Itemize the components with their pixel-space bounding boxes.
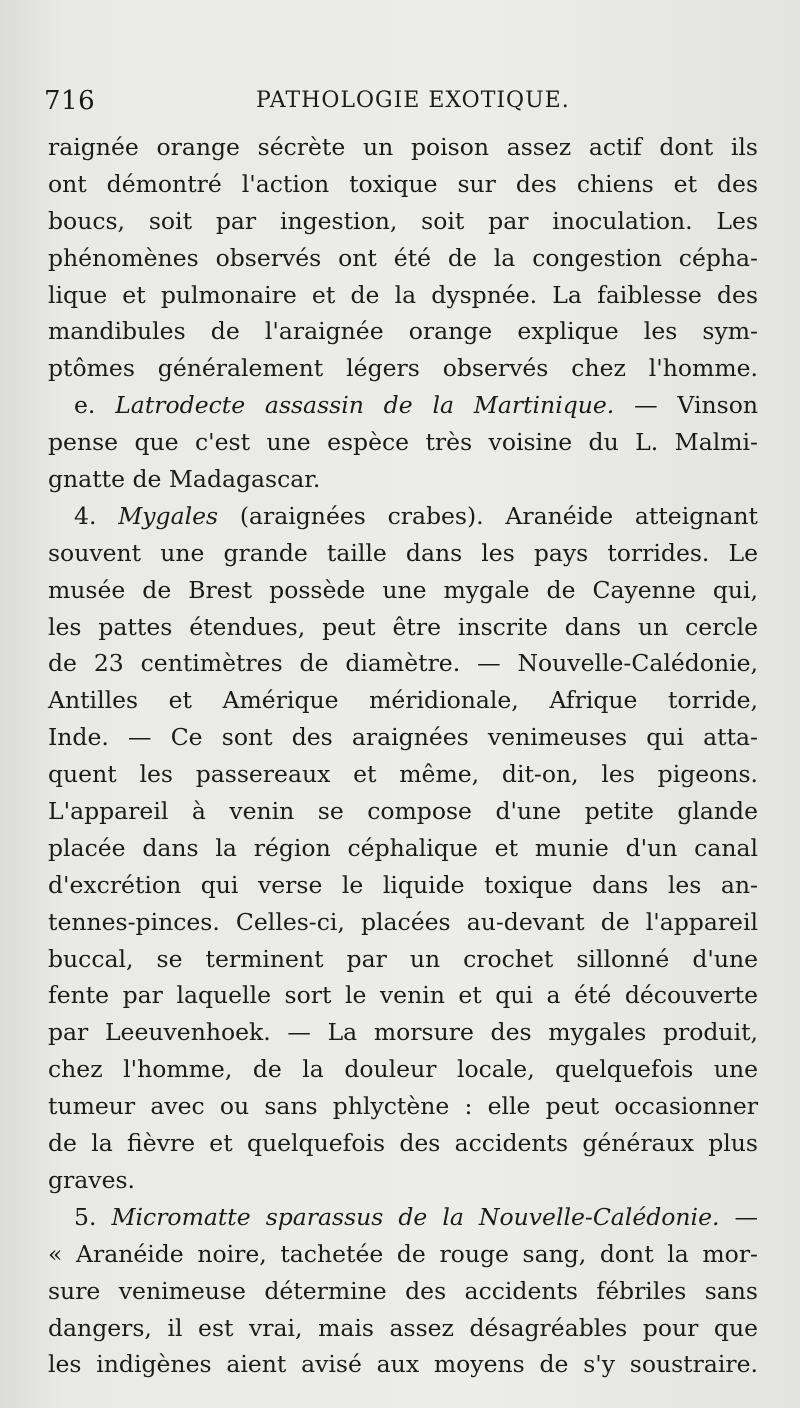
section-title: Latrodecte assassin de la Martinique. bbox=[115, 391, 615, 420]
section-rest: — Vinson bbox=[614, 391, 758, 420]
text-line: ptômes généralement légers observés chez l'homme. bbox=[48, 354, 758, 383]
text-line: de la fièvre et quelquefois des accidents généraux plus bbox=[48, 1129, 758, 1158]
page-header bbox=[44, 86, 754, 122]
text-line: d'excrétion qui verse le liquide toxique dans les an- bbox=[48, 870, 758, 899]
text-line: « Aranéide noire, tachetée de rouge sang, dont la mor- bbox=[48, 1239, 758, 1268]
text-line: souvent une grande taille dans les pays torrides. Le bbox=[48, 538, 758, 567]
text-line: mandibules de l'araignée orange explique les sym- bbox=[48, 317, 758, 346]
text-line: chez l'homme, de la douleur locale, quelquefois une bbox=[48, 1055, 758, 1084]
section-label: 5. bbox=[74, 1202, 112, 1231]
text-line: tennes-pinces. Celles-ci, placées au-devant de l'appareil bbox=[48, 907, 758, 936]
section-heading-line bbox=[48, 1199, 758, 1236]
running-head: PATHOLOGIE EXOTIQUE. bbox=[256, 88, 570, 113]
body-text bbox=[48, 129, 758, 1383]
text-line: les indigènes aient avisé aux moyens de s'y soustraire. bbox=[48, 1350, 758, 1379]
section-rest: (araignées crabes). Aranéide atteignant bbox=[218, 501, 758, 530]
text-line: raignée orange sécrète un poison assez actif dont ils bbox=[48, 133, 758, 161]
section-label: e. bbox=[74, 391, 116, 420]
section-label: 4. bbox=[74, 501, 119, 530]
text-line: ont démontré l'action toxique sur des chiens et des bbox=[48, 169, 758, 198]
text-line: placée dans la région céphalique et munie d'un canal bbox=[48, 833, 758, 862]
text-line: par Leeuvenhoek. — La morsure des mygales produit, bbox=[48, 1018, 758, 1047]
text-line: Inde. — Ce sont des araignées venimeuses qui atta- bbox=[48, 723, 758, 752]
text-line: lique et pulmonaire et de la dyspnée. La faiblesse des bbox=[48, 280, 758, 309]
text-line: de 23 centimètres de diamètre. — Nouvelle-Calédonie, bbox=[48, 649, 758, 678]
text-line: buccal, se terminent par un crochet sillonné d'une bbox=[48, 944, 758, 973]
text-line: phénomènes observés ont été de la congestion cépha- bbox=[48, 243, 758, 272]
page-number: 716 bbox=[44, 86, 96, 116]
text-line: gnatte de Madagascar. bbox=[48, 465, 321, 494]
section-heading-line bbox=[48, 387, 758, 424]
text-line: les pattes étendues, peut être inscrite dans un cercle bbox=[48, 612, 758, 641]
text-line: pense que c'est une espèce très voisine du L. Malmi- bbox=[48, 428, 758, 457]
text-line: graves. bbox=[48, 1165, 136, 1194]
section-heading-line bbox=[48, 498, 758, 535]
section-rest: — bbox=[719, 1202, 758, 1231]
text-line: quent les passereaux et même, dit-on, les pigeons. bbox=[48, 760, 758, 789]
text-line: fente par laquelle sort le venin et qui a été découverte bbox=[48, 981, 758, 1010]
text-line: musée de Brest possède une mygale de Cayenne qui, bbox=[48, 575, 758, 604]
section-title: Mygales bbox=[118, 501, 219, 530]
text-line: sure venimeuse détermine des accidents fébriles sans bbox=[48, 1276, 758, 1305]
text-line: dangers, il est vrai, mais assez désagréables pour que bbox=[48, 1313, 758, 1342]
text-line: Antilles et Amérique méridionale, Afrique torride, bbox=[48, 686, 758, 715]
text-line: tumeur avec ou sans phlyctène : elle peut occasionner bbox=[48, 1092, 758, 1121]
section-title: Micromatte sparassus de la Nouvelle-Calédonie. bbox=[111, 1202, 720, 1231]
text-line: L'appareil à venin se compose d'une petite glande bbox=[48, 797, 758, 826]
text-line: boucs, soit par ingestion, soit par inoculation. Les bbox=[48, 206, 758, 235]
